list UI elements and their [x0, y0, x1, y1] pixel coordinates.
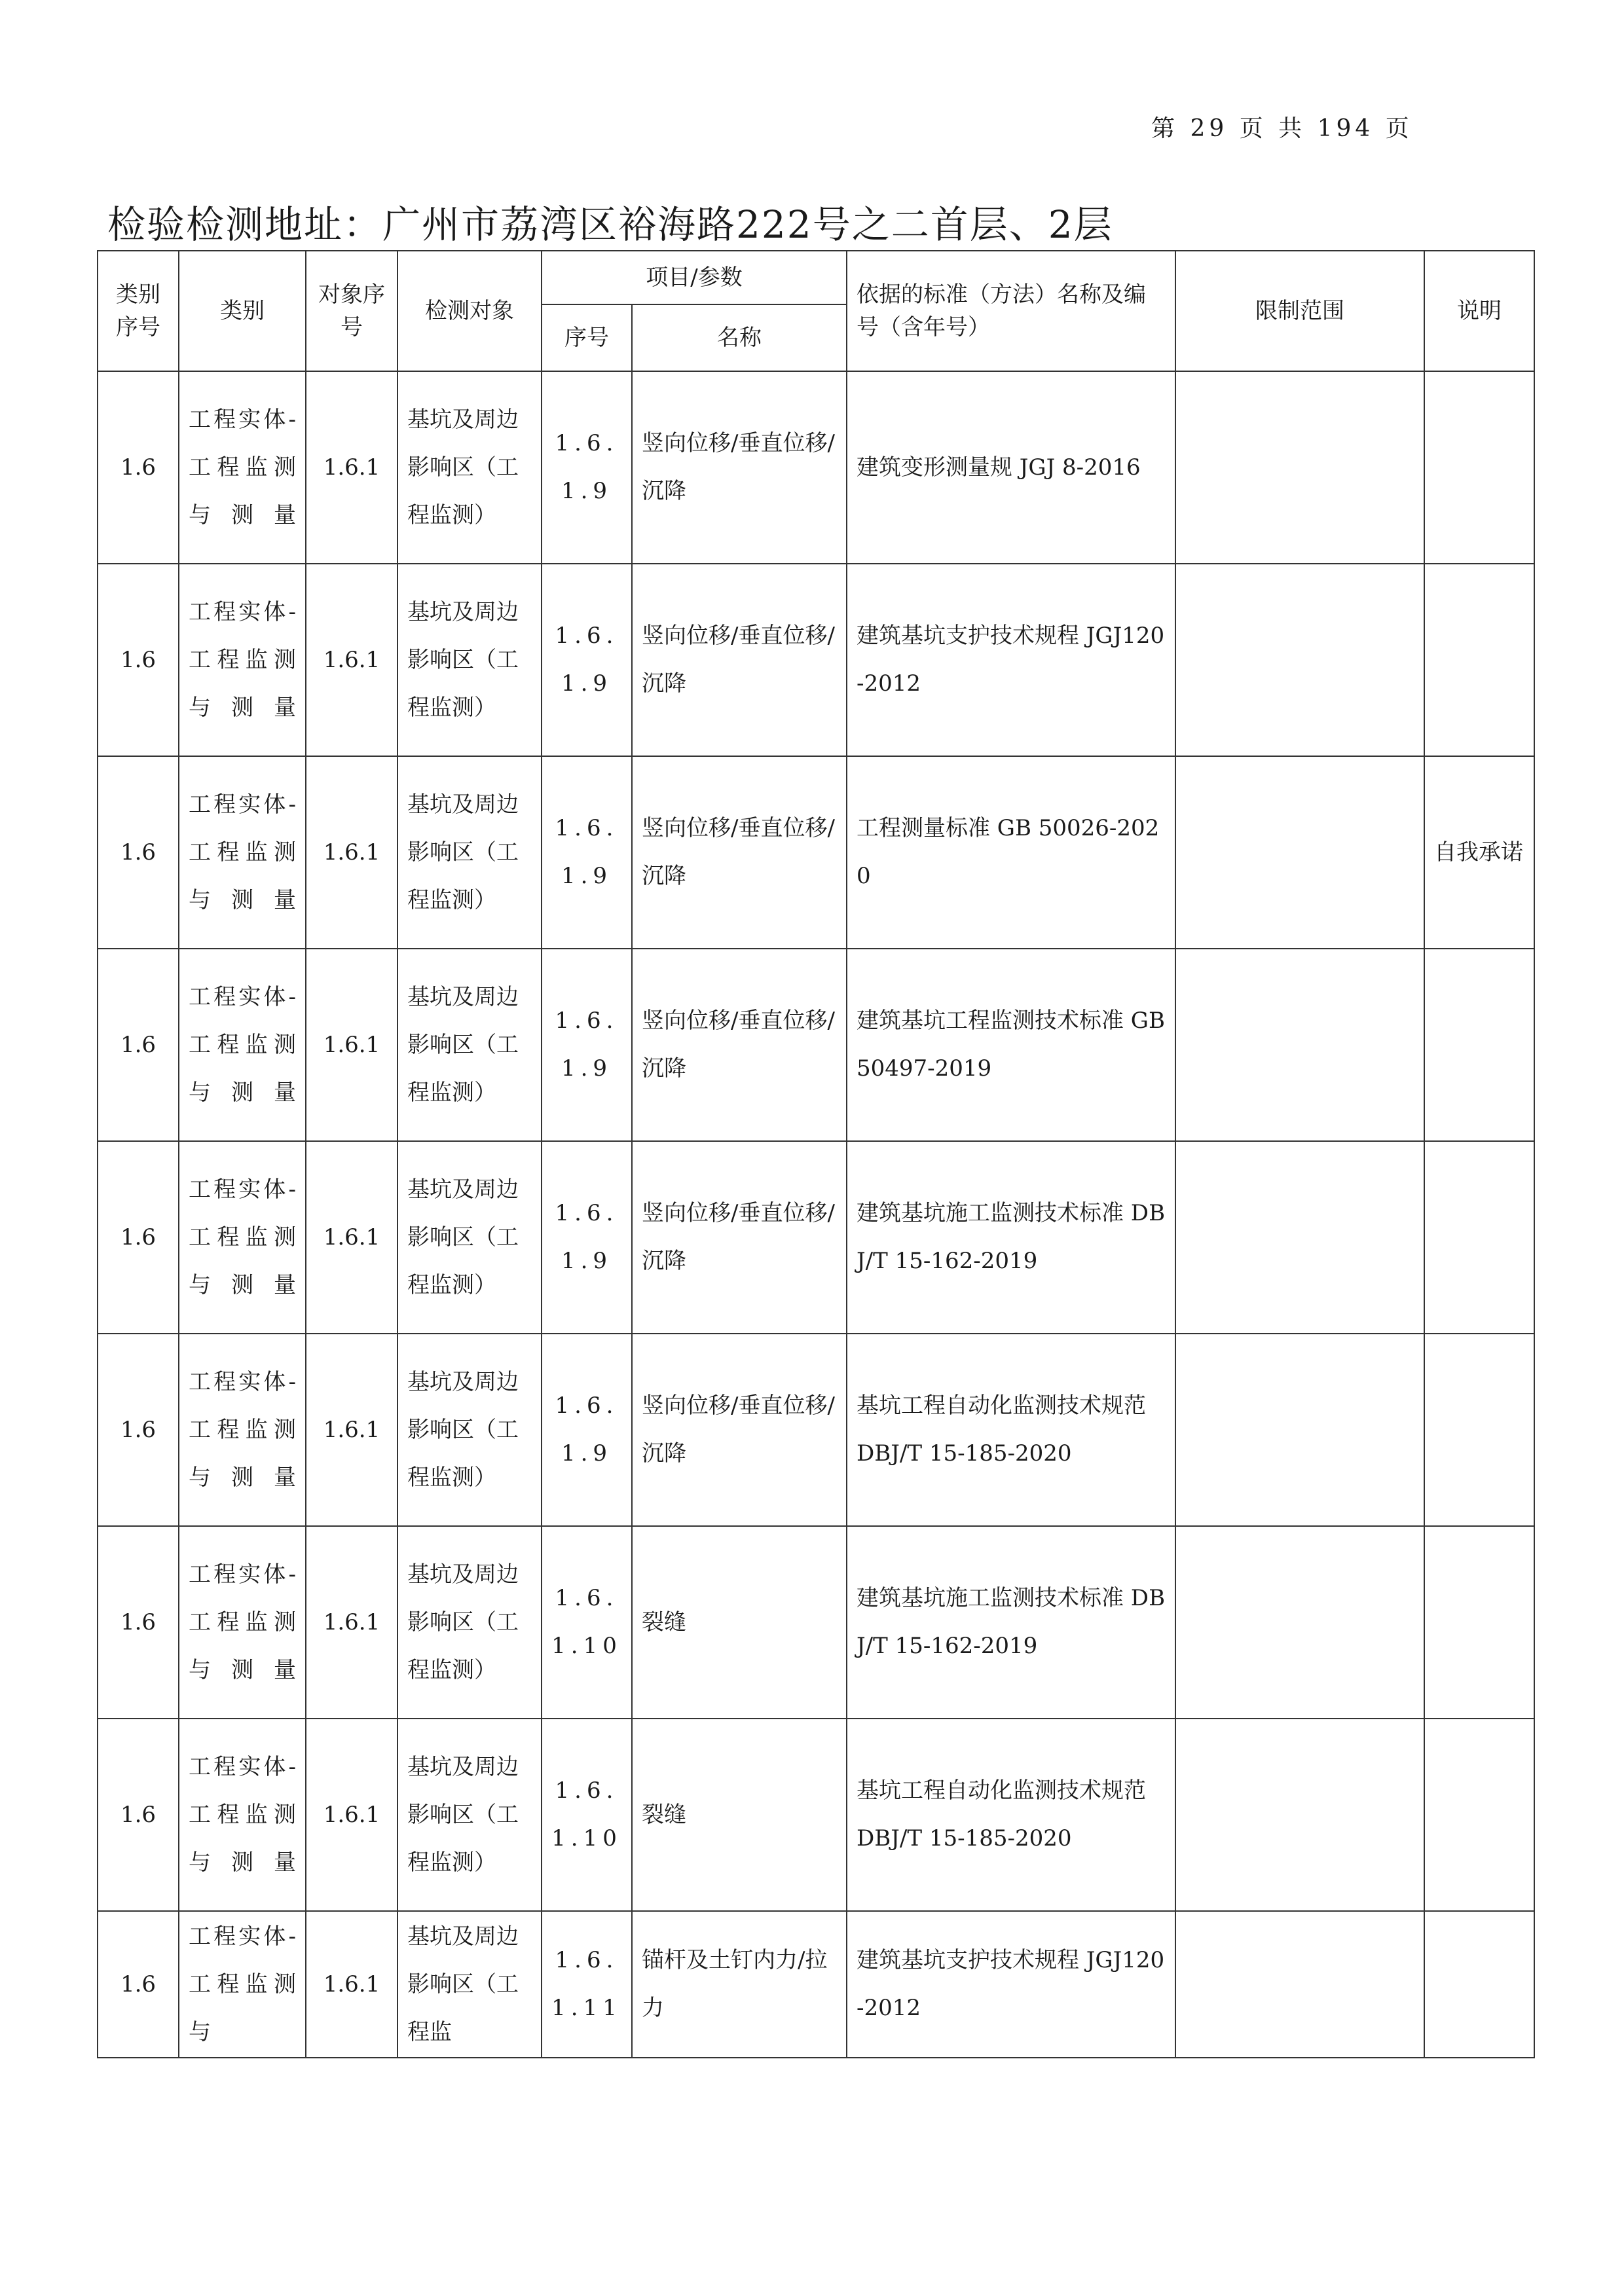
- cell-item-no: 1.6.1.9: [542, 564, 632, 756]
- cell-item-no: 1.6.1.10: [542, 1719, 632, 1911]
- header-item-name: 名称: [632, 304, 847, 371]
- cell-limit: [1175, 564, 1424, 756]
- header-obj-no: 对象序号: [306, 251, 397, 371]
- cell-limit: [1175, 1141, 1424, 1334]
- table-row: [98, 756, 1534, 949]
- header-standard: 依据的标准（方法）名称及编号（含年号）: [847, 251, 1175, 371]
- cell-object: 基坑及周边影响区（工程监测）: [397, 756, 542, 949]
- cell-note: [1424, 949, 1534, 1141]
- cell-obj-no: 1.6.1: [306, 1719, 397, 1911]
- cell-item-no: 1.6.1.9: [542, 756, 632, 949]
- table-row: [98, 1526, 1534, 1719]
- cell-item-name: 竖向位移/垂直位移/沉降: [632, 371, 847, 564]
- cell-standard: 基坑工程自动化监测技术规范 DBJ/T 15-185-2020: [847, 1719, 1175, 1911]
- cell-category: 工程实体-工程监测与测量: [179, 564, 306, 756]
- cell-note: [1424, 1526, 1534, 1719]
- cell-item-no: 1.6.1.9: [542, 1334, 632, 1526]
- cell-note: [1424, 1141, 1534, 1334]
- cell-note: [1424, 371, 1534, 564]
- cell-item-name: 锚杆及土钉内力/拉力: [632, 1911, 847, 2058]
- cell-category: 工程实体-工程监测与测量: [179, 949, 306, 1141]
- header-category: 类别: [179, 251, 306, 371]
- cell-item-no: 1.6.1.11: [542, 1911, 632, 2058]
- cell-item-no: 1.6.1.10: [542, 1526, 632, 1719]
- cell-obj-no: 1.6.1: [306, 949, 397, 1141]
- cell-standard: 基坑工程自动化监测技术规范 DBJ/T 15-185-2020: [847, 1334, 1175, 1526]
- cell-limit: [1175, 371, 1424, 564]
- cell-note: [1424, 1334, 1534, 1526]
- cell-standard: 建筑基坑施工监测技术标准 DBJ/T 15-162-2019: [847, 1141, 1175, 1334]
- cell-category: 工程实体-工程监测与测量: [179, 1141, 306, 1334]
- cell-obj-no: 1.6.1: [306, 756, 397, 949]
- cell-obj-no: 1.6.1: [306, 1141, 397, 1334]
- cell-limit: [1175, 756, 1424, 949]
- cell-limit: [1175, 1334, 1424, 1526]
- cell-object: 基坑及周边影响区（工程监测）: [397, 1526, 542, 1719]
- cell-object: 基坑及周边影响区（工程监测）: [397, 949, 542, 1141]
- cell-cat-no: 1.6: [98, 1719, 179, 1911]
- cell-cat-no: 1.6: [98, 1526, 179, 1719]
- cell-cat-no: 1.6: [98, 949, 179, 1141]
- cell-cat-no: 1.6: [98, 1911, 179, 2058]
- cell-note: [1424, 1911, 1534, 2058]
- cell-limit: [1175, 1526, 1424, 1719]
- table-row: [98, 371, 1534, 564]
- testing-address: 检验检测地址：广州市荔湾区裕海路222号之二首层、2层: [107, 202, 1113, 247]
- table-row: [98, 949, 1534, 1141]
- cell-item-no: 1.6.1.9: [542, 949, 632, 1141]
- cell-item-name: 竖向位移/垂直位移/沉降: [632, 756, 847, 949]
- cell-item-name: 竖向位移/垂直位移/沉降: [632, 1141, 847, 1334]
- cell-category: 工程实体-工程监测与测量: [179, 756, 306, 949]
- cell-item-name: 裂缝: [632, 1719, 847, 1911]
- cell-object: 基坑及周边影响区（工程监测）: [397, 1334, 542, 1526]
- cell-category: 工程实体-工程监测与: [179, 1911, 306, 2058]
- cell-item-no: 1.6.1.9: [542, 371, 632, 564]
- page-number: 第 29 页 共 194 页: [1151, 115, 1413, 142]
- cell-item-name: 竖向位移/垂直位移/沉降: [632, 949, 847, 1141]
- cell-item-name: 裂缝: [632, 1526, 847, 1719]
- header-row: [98, 251, 1534, 304]
- cell-standard: 工程测量标准 GB 50026-2020: [847, 756, 1175, 949]
- cell-cat-no: 1.6: [98, 1334, 179, 1526]
- header-item-group: 项目/参数: [542, 251, 847, 304]
- header-item-no: 序号: [542, 304, 632, 371]
- cell-cat-no: 1.6: [98, 1141, 179, 1334]
- cell-object: 基坑及周边影响区（工程监测）: [397, 564, 542, 756]
- cell-item-no: 1.6.1.9: [542, 1141, 632, 1334]
- cell-obj-no: 1.6.1: [306, 564, 397, 756]
- cell-item-name: 竖向位移/垂直位移/沉降: [632, 564, 847, 756]
- table-row: [98, 564, 1534, 756]
- cell-standard: 建筑基坑支护技术规程 JGJ120-2012: [847, 1911, 1175, 2058]
- cell-obj-no: 1.6.1: [306, 1526, 397, 1719]
- table-row: [98, 1334, 1534, 1526]
- cell-limit: [1175, 1719, 1424, 1911]
- cell-note: [1424, 1719, 1534, 1911]
- cell-obj-no: 1.6.1: [306, 1334, 397, 1526]
- cell-limit: [1175, 1911, 1424, 2058]
- cell-category: 工程实体-工程监测与测量: [179, 371, 306, 564]
- cell-obj-no: 1.6.1: [306, 371, 397, 564]
- cell-standard: 建筑基坑工程监测技术标准 GB50497-2019: [847, 949, 1175, 1141]
- cell-object: 基坑及周边影响区（工程监测）: [397, 1141, 542, 1334]
- cell-standard: 建筑变形测量规 JGJ 8-2016: [847, 371, 1175, 564]
- cell-category: 工程实体-工程监测与测量: [179, 1334, 306, 1526]
- scope-table: [97, 250, 1535, 2058]
- table-row: [98, 1911, 1534, 2058]
- cell-object: 基坑及周边影响区（工程监测）: [397, 1719, 542, 1911]
- table-row: [98, 1719, 1534, 1911]
- cell-category: 工程实体-工程监测与测量: [179, 1526, 306, 1719]
- cell-object: 基坑及周边影响区（工程监: [397, 1911, 542, 2058]
- cell-category: 工程实体-工程监测与测量: [179, 1719, 306, 1911]
- cell-standard: 建筑基坑施工监测技术标准 DBJ/T 15-162-2019: [847, 1526, 1175, 1719]
- cell-cat-no: 1.6: [98, 756, 179, 949]
- cell-note: 自我承诺: [1424, 756, 1534, 949]
- header-cat-no: 类别序号: [98, 251, 179, 371]
- header-note: 说明: [1424, 251, 1534, 371]
- cell-standard: 建筑基坑支护技术规程 JGJ120-2012: [847, 564, 1175, 756]
- table-row: [98, 1141, 1534, 1334]
- cell-item-name: 竖向位移/垂直位移/沉降: [632, 1334, 847, 1526]
- cell-obj-no: 1.6.1: [306, 1911, 397, 2058]
- header-limit: 限制范围: [1175, 251, 1424, 371]
- cell-cat-no: 1.6: [98, 371, 179, 564]
- cell-limit: [1175, 949, 1424, 1141]
- header-object: 检测对象: [397, 251, 542, 371]
- cell-cat-no: 1.6: [98, 564, 179, 756]
- cell-note: [1424, 564, 1534, 756]
- cell-object: 基坑及周边影响区（工程监测）: [397, 371, 542, 564]
